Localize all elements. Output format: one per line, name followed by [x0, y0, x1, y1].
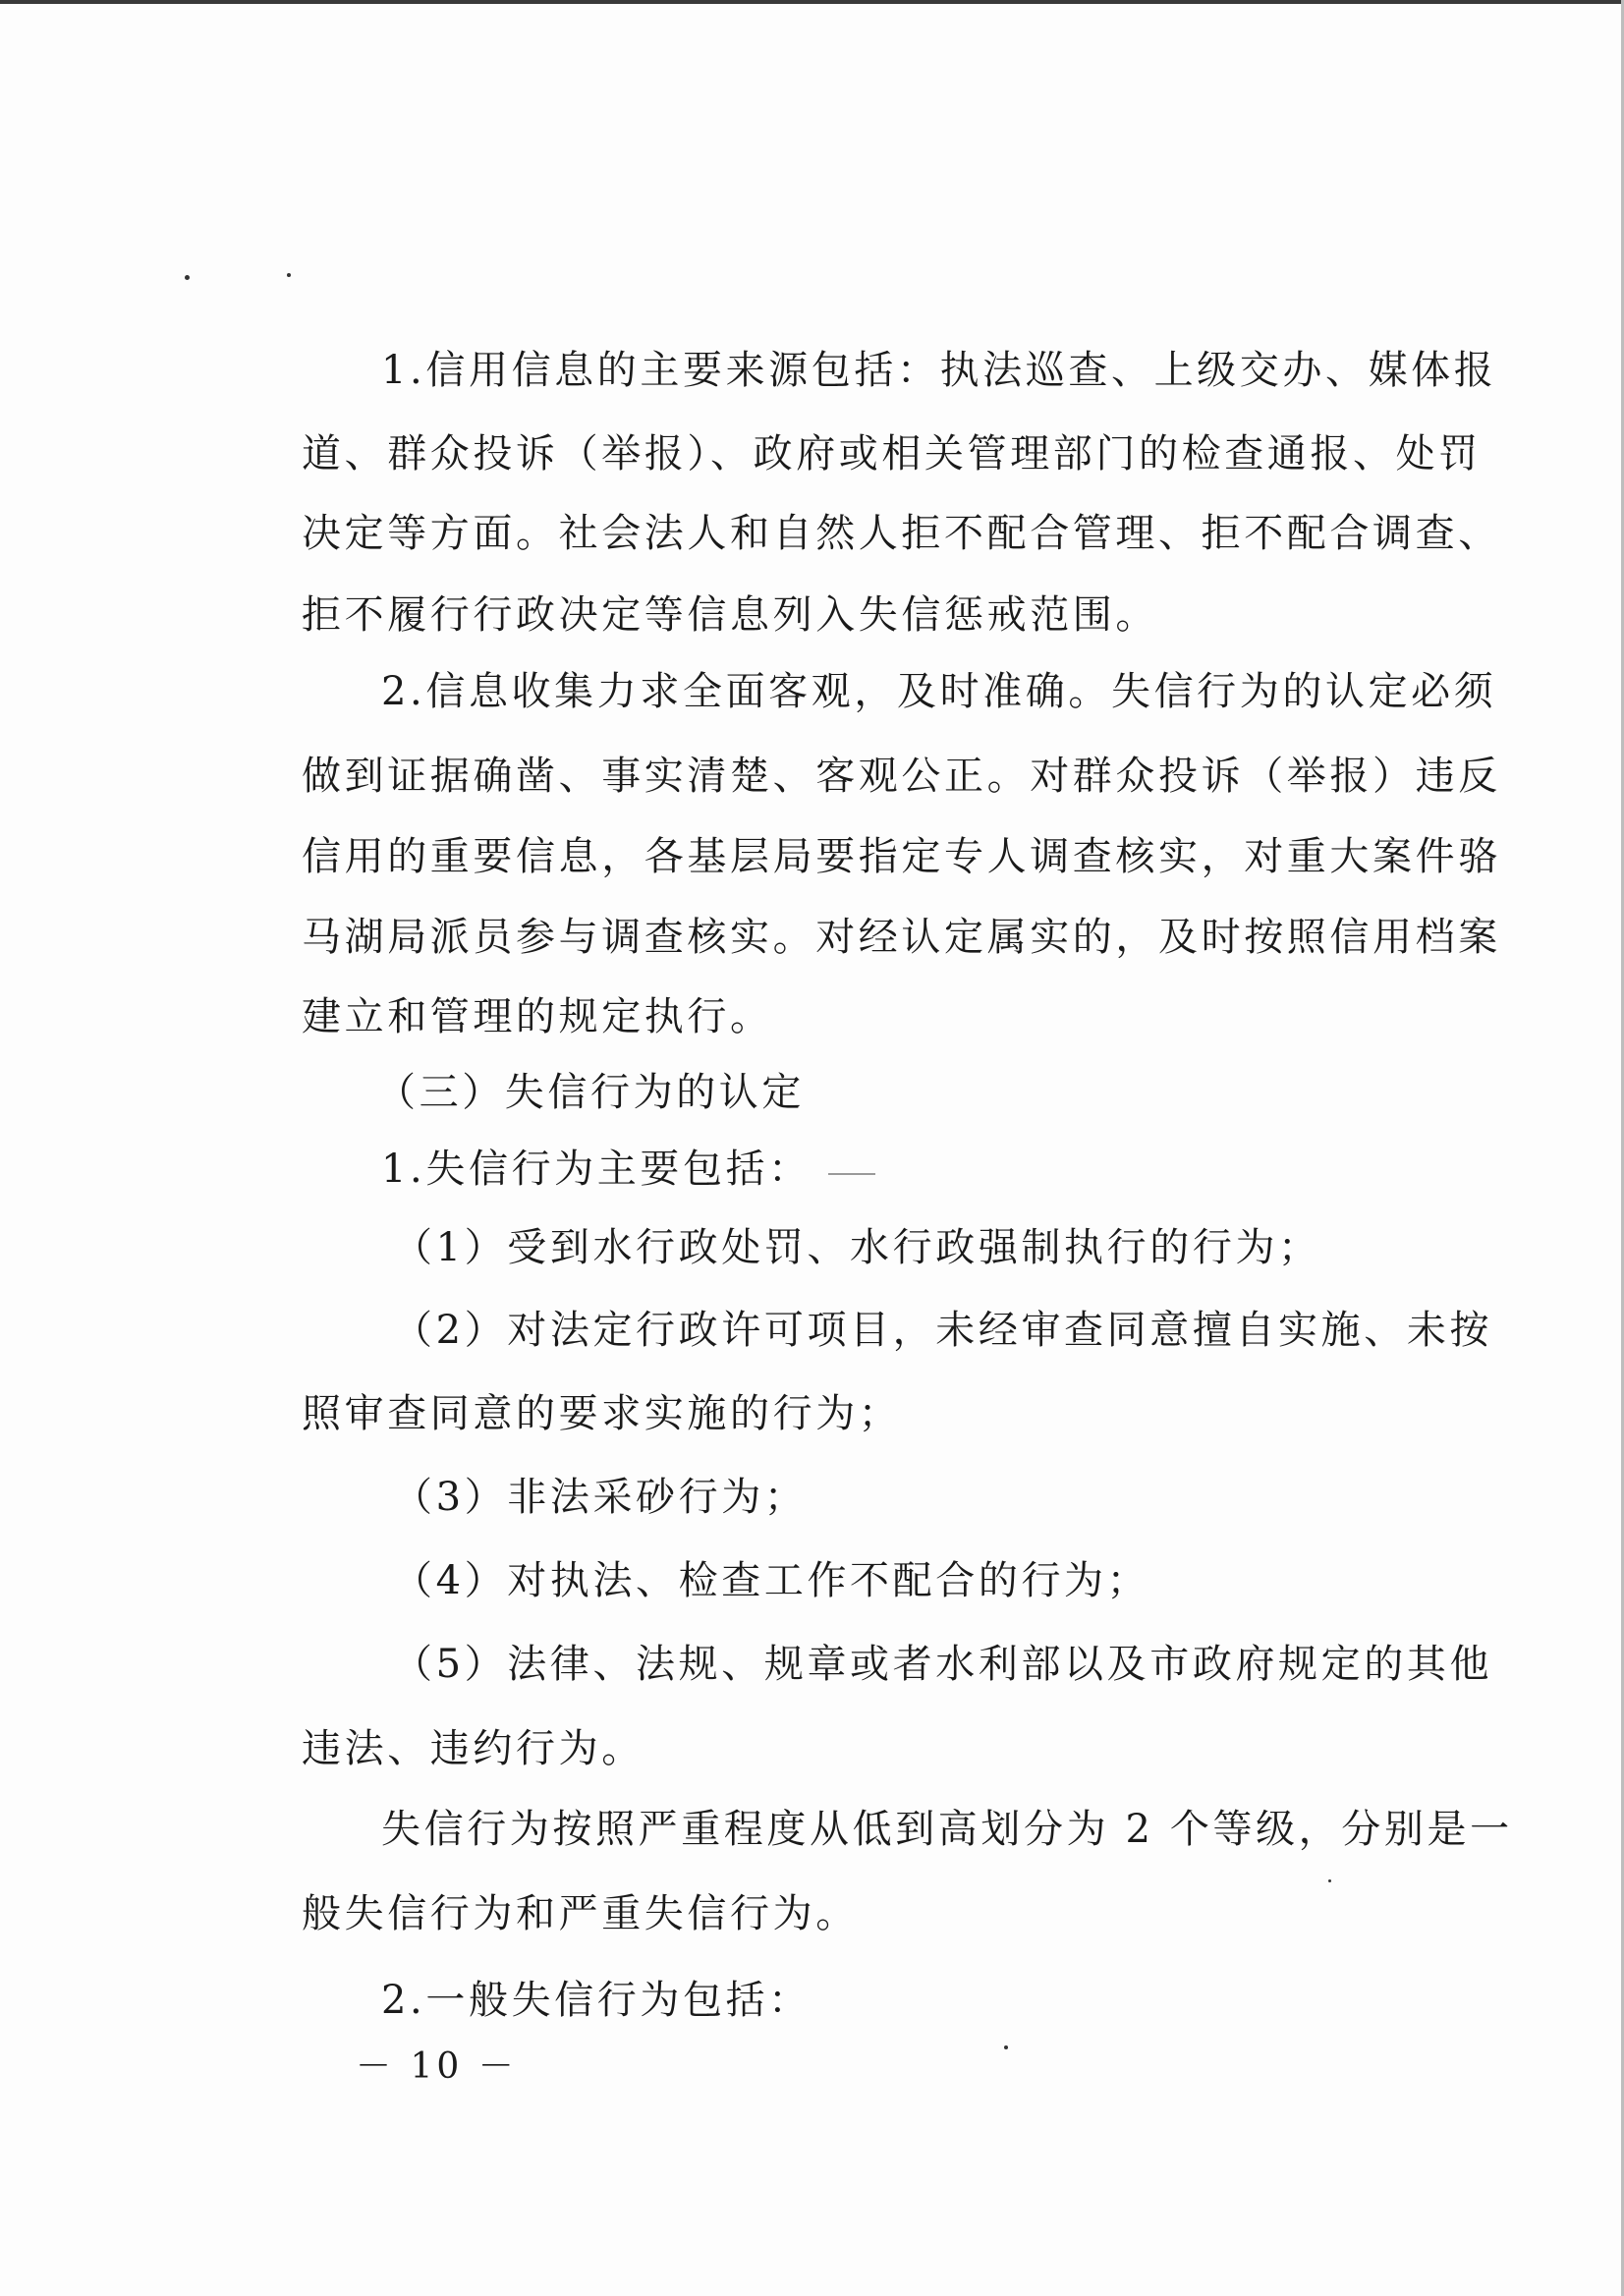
page-number: － 10 －	[356, 2046, 518, 2087]
paragraph-line: 1.信用信息的主要来源包括：执法巡查、上级交办、媒体报	[381, 348, 1497, 393]
paragraph-line: 建立和管理的规定执行。	[302, 994, 773, 1039]
list-item-continuation: 违法、违约行为。	[302, 1726, 644, 1771]
paragraph-line: 失信行为按照严重程度从低到高划分为 2 个等级，分别是一	[381, 1807, 1513, 1852]
scan-speck	[1328, 1879, 1331, 1882]
paragraph-line: 般失信行为和严重失信行为。	[302, 1891, 859, 1936]
subsection-heading: 2.一般失信行为包括：	[381, 1978, 812, 2023]
paragraph-line: 决定等方面。社会法人和自然人拒不配合管理、拒不配合调查、	[302, 511, 1501, 556]
scan-speck	[185, 275, 190, 280]
subsection-heading: 1.失信行为主要包括：	[381, 1147, 812, 1192]
list-item: （5）法律、法规、规章或者水利部以及市政府规定的其他	[393, 1642, 1493, 1687]
list-item: （3）非法采砂行为；	[393, 1475, 808, 1520]
scan-speck	[287, 273, 291, 277]
paragraph-line: 拒不履行行政决定等信息列入失信惩戒范围。	[302, 592, 1158, 638]
list-item: （1）受到水行政处罚、水行政强制执行的行为；	[393, 1225, 1321, 1270]
paragraph-line: 信用的重要信息，各基层局要指定专人调查核实，对重大案件骆	[302, 834, 1501, 879]
paragraph-line: 2.信息收集力求全面客观，及时准确。失信行为的认定必须	[381, 669, 1497, 714]
list-item-continuation: 照审查同意的要求实施的行为；	[302, 1391, 902, 1436]
scan-top-edge	[0, 0, 1624, 4]
list-item: （2）对法定行政许可项目，未经审查同意擅自实施、未按	[393, 1308, 1493, 1353]
paragraph-line: 马湖局派员参与调查核实。对经认定属实的，及时按照信用档案	[302, 915, 1501, 960]
paragraph-line: 做到证据确凿、事实清楚、客观公正。对群众投诉（举报）违反	[302, 754, 1501, 799]
section-heading: （三）失信行为的认定	[376, 1070, 805, 1115]
paragraph-line: 道、群众投诉（举报）、政府或相关管理部门的检查通报、处罚	[302, 431, 1482, 476]
list-item: （4）对执法、检查工作不配合的行为；	[393, 1558, 1150, 1603]
scan-speck	[1004, 2045, 1008, 2049]
